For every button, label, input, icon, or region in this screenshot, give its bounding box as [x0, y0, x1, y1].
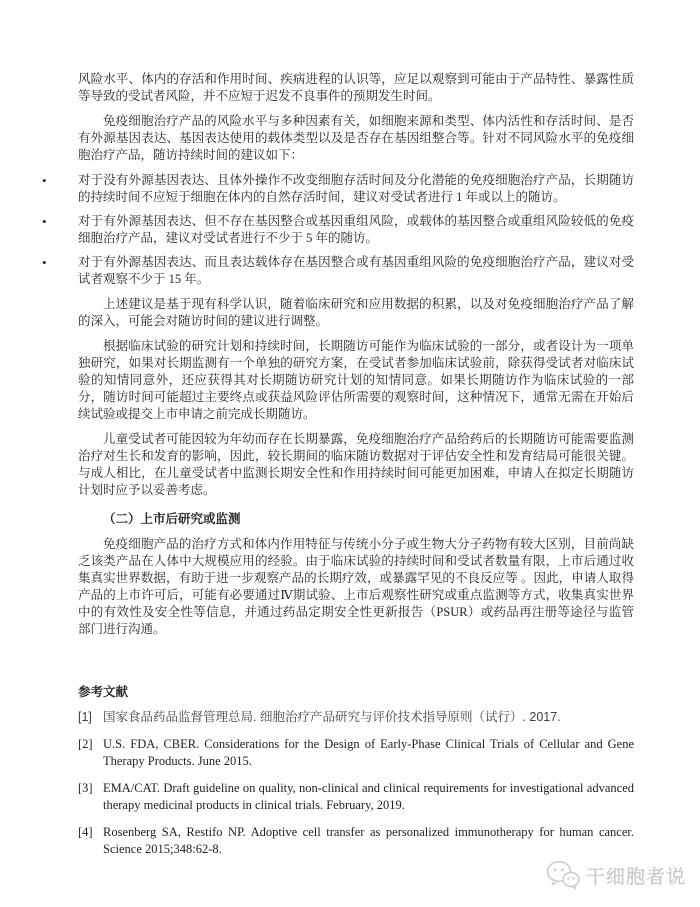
bullet-item: • 对于有外源基因表达、但不存在基因整合或基因重组风险，或载体的基因整合或重组风险较低的免疫细胞治疗产品，建议对受试者进行不少于 5 年的随访。: [78, 213, 634, 247]
reference-item-4: [78, 824, 634, 858]
wechat-icon: [546, 860, 580, 890]
bullet-item: • 对于没有外源基因表达、且体外操作不改变细胞存活时间及分化潜能的免疫细胞治疗产品，长期随访的持续时间不应短于细胞在体内的自然存活时间，建议对受试者进行 1 年或以上的随访。: [78, 172, 634, 206]
bullet-item: • 对于有外源基因表达、而且表达载体存在基因整合或有基因重组风险的免疫细胞治疗产品，建议对受试者观察不少于 15 年。: [78, 254, 634, 288]
references-title: 参考文献: [78, 685, 129, 699]
paragraph: 儿童受试者可能因较为年幼而存在长期暴露，免疫细胞治疗产品给药后的长期随访可能需要监测治疗对生长和发育的影响，因此，较长期间的临床随访数据对于评估安全性和发育结局可能很关键。与成人相比，在儿童受试者中监测长期安全性和作用持续时间可能更加困难，申请人在拟定长期随访计划时应予以妥善考虑。: [78, 432, 634, 497]
references-section: [78, 684, 634, 858]
bullet-list: [78, 172, 634, 288]
reference-number: [4]: [78, 825, 93, 839]
reference-text: 国家食品药品监督管理总局. 细胞治疗产品研究与评价技术指导原则（试行）. 2017.: [103, 710, 561, 724]
reference-number: [2]: [78, 737, 93, 751]
reference-text: EMA/CAT. Draft guideline on quality, non-clinical and clinical requirements for investigational advanced therapy medicinal products in clinical trials. February, 2019.: [103, 781, 634, 812]
page-body-text: [78, 71, 634, 868]
reference-item-3: [78, 780, 634, 814]
watermark: [546, 860, 686, 890]
paragraph: 上述建议是基于现有科学认识，随着临床研究和应用数据的积累，以及对免疫细胞治疗产品了解的深入，可能会对随访时间的建议进行调整。: [78, 297, 634, 328]
section-heading: （二）上市后研究或监测: [103, 512, 241, 526]
paragraph: 根据临床试验的研究计划和持续时间，长期随访可能作为临床试验的一部分，或者设计为一项单独研究，如果对长期监测有一个单独的研究方案，在受试者参加临床试验前，除获得受试者对临床试验的知情同意外，还应获得其对长期随访研究计划的知情同意。如果长期随访作为临床试验的一部分，随访时间可能超过主要终点或获益风险评估所需要的观察时间，这种情况下，通常无需在开始后续试验或提交上市申请之前完成长期随访。: [78, 339, 634, 421]
reference-item-2: [78, 736, 634, 770]
watermark-text: 干细胞者说: [585, 866, 686, 888]
paragraph-continuation: 风险水平、体内的存活和作用时间、疾病进程的认识等，应足以观察到可能由于产品特性、暴露性质等导致的受试者风险，并不应短于迟发不良事件的预期发生时间。: [78, 72, 634, 103]
paragraph: 免疫细胞产品的治疗方式和体内作用特征与传统小分子或生物大分子药物有较大区别，目前尚缺乏该类产品在人体中大规模应用的经验。由于临床试验的持续时间和受试者数量有限，上市后通过收集真实世界数据，有助于进一步观察产品的长期疗效，或暴露罕见的不良反应等 。因此，申请人取得产品的上市许可后，可能有必要通过Ⅳ期试验、上市后观察性研究或重点监测等方式，收集真实世界中的有效性及安全性等信息，并通过药品定期安全性更新报告（PSUR）或药品再注册等途径与监管部门进行沟通。: [78, 537, 634, 636]
reference-number: [1]: [78, 710, 92, 724]
paragraph: 免疫细胞治疗产品的风险水平与多种因素有关，如细胞来源和类型、体内活性和存活时间、是否有外源基因表达、基因表达使用的载体类型以及是否存在基因组整合等。针对不同风险水平的免疫细胞治疗产品，随访持续时间的建议如下：: [78, 114, 634, 162]
reference-text: U.S. FDA, CBER. Considerations for the Design of Early-Phase Clinical Trials of Cellular and Gene Therapy Products. June 2015.: [103, 737, 634, 768]
reference-text: Rosenberg SA, Restifo NP. Adoptive cell transfer as personalized immunotherapy for human cancer. Science 2015;348:62-8.: [103, 825, 634, 856]
reference-number: [3]: [78, 781, 93, 795]
reference-item-1[interactable]: [78, 709, 634, 726]
